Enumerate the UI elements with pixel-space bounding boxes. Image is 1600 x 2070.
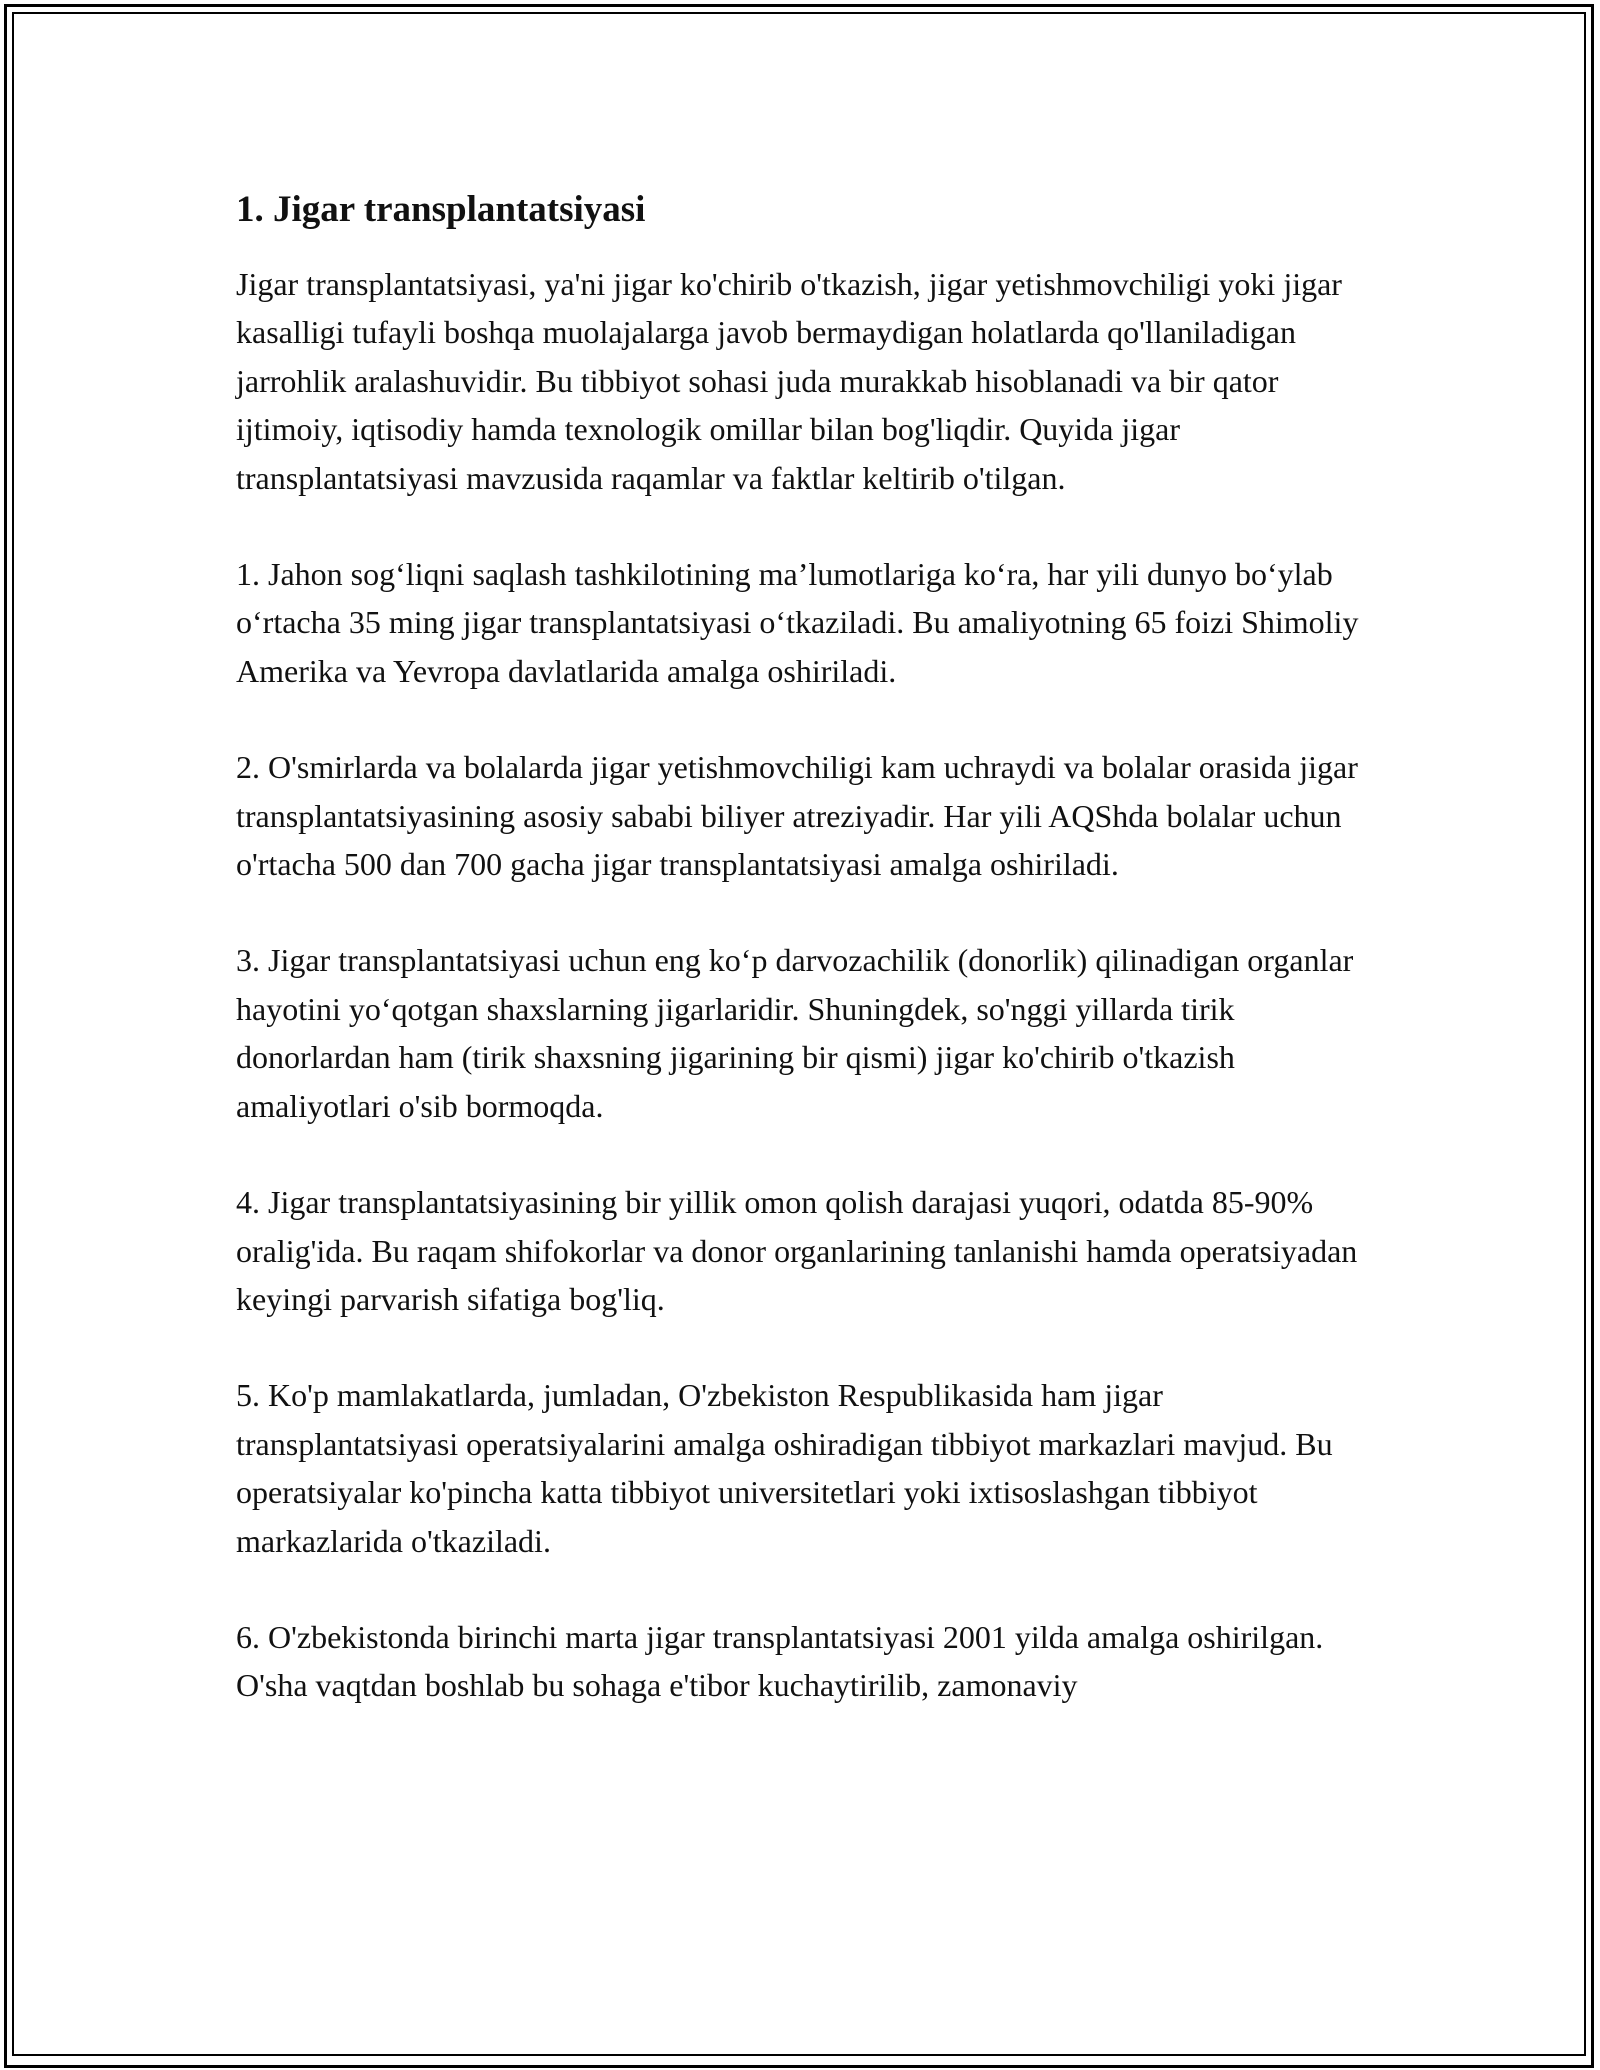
document-title: 1. Jigar transplantatsiyasi (236, 189, 646, 230)
fact-paragraph-6: 6. O'zbekistonda birinchi marta jigar transplantatsiyasi 2001 yilda amalga oshirilgan. O'sha vaqtdan boshlab bu sohaga e'tibor kuchaytirilib, zamonaviy (236, 1618, 1324, 1704)
fact-paragraph-3: 3. Jigar transplantatsiyasi uchun eng ko‘p darvozachilik (donorlik) qilinadigan organlar hayotini yo‘qotgan shaxslarning jigarlaridir. Shuningdek, so'nggi yillarda tirik donorlardan ham (tirik shaxsning jigarining bir qismi) jigar ko'chirib o'tkazish amaliyotlari o'sib bormoqda. (236, 942, 1354, 1124)
intro-paragraph: Jigar transplantatsiyasi, ya'ni jigar ko'chirib o'tkazish, jigar yetishmovchiligi yoki jigar kasalligi tufayli boshqa muolajalarga javob bermaydigan holatlarda qo'llaniladigan jarrohlik aralashuvidir. Bu tibbiyot sohasi juda murakkab hisoblanadi va bir qator ijtimoiy, iqtisodiy hamda texnologik omillar bilan bog'liqdir. Quyida jigar transplantatsiyasi mavzusida raqamlar va faktlar keltirib o'tilgan. (236, 266, 1342, 496)
document-body (236, 186, 1376, 1710)
fact-paragraph-4: 4. Jigar transplantatsiyasining bir yillik omon qolish darajasi yuqori, odatda 85-90% oralig'ida. Bu raqam shifokorlar va donor organlarining tanlanishi hamda operatsiyadan keyingi parvarish sifatiga bog'liq. (236, 1184, 1358, 1317)
fact-paragraph-1: 1. Jahon sog‘liqni saqlash tashkilotining ma’lumotlariga ko‘ra, har yili dunyo bo‘ylab o‘rtacha 35 ming jigar transplantatsiyasi o‘tkaziladi. Bu amaliyotning 65 foizi Shimoliy Amerika va Yevropa davlatlarida amalga oshiriladi. (236, 556, 1359, 689)
fact-paragraph-5: 5. Ko'p mamlakatlarda, jumladan, O'zbekiston Respublikasida ham jigar transplantatsiyasi operatsiyalarini amalga oshiradigan tibbiyot markazlari mavjud. Bu operatsiyalar ko'pincha katta tibbiyot universitetlari yoki ixtisoslashgan tibbiyot markazlarida o'tkaziladi. (236, 1377, 1333, 1559)
fact-paragraph-2: 2. O'smirlarda va bolalarda jigar yetishmovchiligi kam uchraydi va bolalar orasida jigar transplantatsiyasining asosiy sababi biliyer atreziyadir. Har yili AQShda bolalar uchun o'rtacha 500 dan 700 gacha jigar transplantatsiyasi amalga oshiriladi. (236, 749, 1358, 883)
